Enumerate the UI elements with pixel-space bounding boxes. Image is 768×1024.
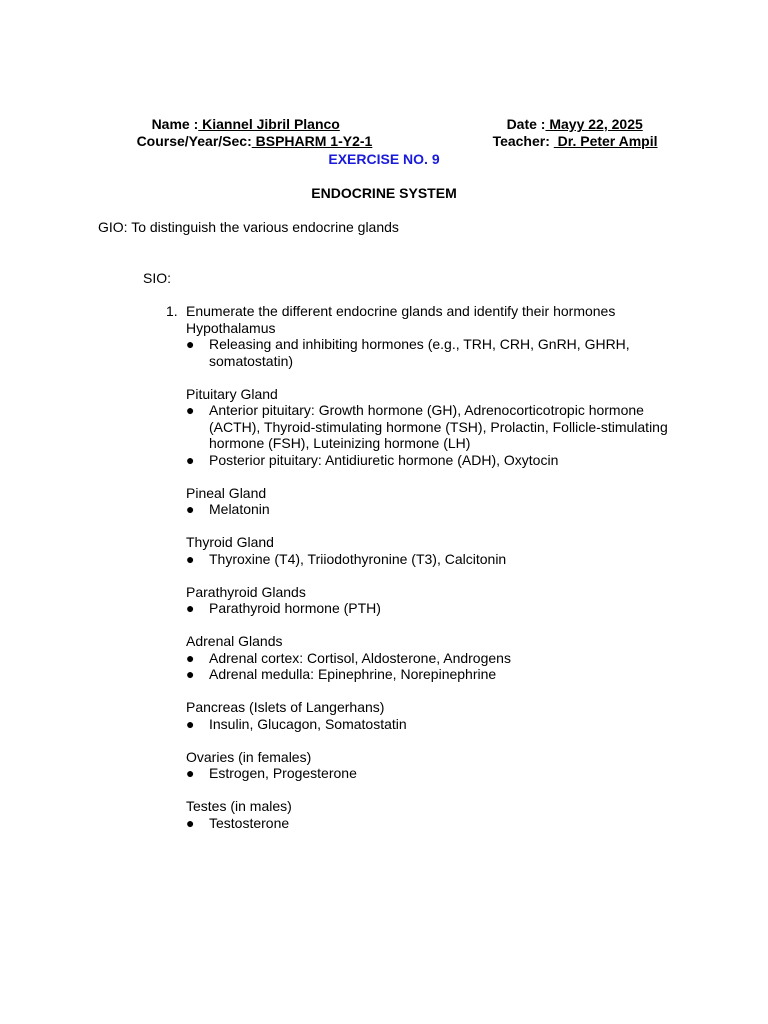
bullet-icon: ● <box>186 765 195 781</box>
gland-section <box>186 534 686 567</box>
exercise-title: EXERCISE NO. 9 <box>328 151 440 167</box>
bullet-icon: ● <box>186 501 195 517</box>
date-value: Mayy 22, 2025 <box>545 116 643 132</box>
gland-section <box>186 633 686 683</box>
hormone-text: Adrenal cortex: Cortisol, Aldosterone, Androgens <box>209 649 511 666</box>
hormone-text: Parathyroid hormone (PTH) <box>209 600 381 616</box>
course-value-text: BSPHARM 1-Y2-1 <box>251 133 373 149</box>
bullet-icon: ● <box>186 814 195 831</box>
hormone-bullet <box>186 815 686 832</box>
item-number: 1. <box>166 303 178 319</box>
gland-section <box>186 749 686 782</box>
teacher-label: Teacher: <box>492 133 550 149</box>
hormone-bullet <box>186 765 686 782</box>
gland-section <box>186 798 686 831</box>
list-item <box>166 303 686 320</box>
bullet-icon: ● <box>186 600 195 616</box>
gland-list <box>166 320 686 832</box>
gland-name: Pineal Gland <box>186 484 267 501</box>
gland-section <box>186 386 686 469</box>
hormone-bullet <box>186 600 686 617</box>
hormone-text: Estrogen, Progesterone <box>209 765 357 781</box>
hormone-bullet <box>186 551 686 568</box>
hormone-text: Insulin, Glucagon, Somatostatin <box>209 715 407 732</box>
bullet-icon: ● <box>186 451 195 468</box>
gland-name: Pituitary Gland <box>186 385 278 402</box>
hormone-text: Testosterone <box>209 814 290 831</box>
hormone-bullet <box>186 501 686 518</box>
bullet-icon: ● <box>186 649 195 666</box>
gland-section <box>186 699 686 732</box>
gland-section <box>186 584 686 617</box>
hormone-text: Anterior pituitary: Growth hormone (GH), Adrenocorticotropic hormone (ACTH), Thyroid-stimulating hormone (TSH), Prolactin, Follicle-stimulating hormone (FSH), Luteinizing hormone (LH) <box>209 402 668 451</box>
bullet-icon: ● <box>186 402 195 418</box>
sio-label: SIO: <box>143 270 172 286</box>
gland-name: Hypothalamus <box>186 319 276 336</box>
gland-name: Ovaries (in females) <box>186 748 312 765</box>
hormone-bullet <box>186 336 686 369</box>
course-value <box>252 133 491 149</box>
bullet-icon: ● <box>186 550 195 567</box>
hormone-text: Posterior pituitary: Antidiuretic hormone (ADH), Oxytocin <box>209 451 559 468</box>
gland-section <box>186 485 686 518</box>
hormone-bullet <box>186 716 686 733</box>
topic-title: ENDOCRINE SYSTEM <box>311 185 457 201</box>
course-label: Course/Year/Sec: <box>136 133 252 149</box>
bullet-icon: ● <box>186 715 195 732</box>
hormone-bullet <box>186 402 686 452</box>
hormone-bullet <box>186 452 686 469</box>
gland-name: Thyroid Gland <box>186 534 274 550</box>
item-text: Enumerate the different endocrine glands and identify their hormones <box>186 303 616 319</box>
gland-name: Testes (in males) <box>186 798 292 814</box>
hormone-text: Melatonin <box>209 501 270 517</box>
teacher-value: Dr. Peter Ampil <box>553 133 658 149</box>
hormone-bullet <box>186 650 686 667</box>
gland-name: Parathyroid Glands <box>186 583 306 600</box>
gland-name: Pancreas (Islets of Langerhans) <box>186 699 385 715</box>
bullet-icon: ● <box>186 336 195 352</box>
hormone-text: Releasing and inhibiting hormones (e.g., TRH, CRH, GnRH, GHRH, somatostatin) <box>209 336 630 369</box>
gio-text: GIO: To distinguish the various endocrine glands <box>98 219 399 235</box>
name-value-text: Kiannel Jibril Planco <box>198 116 340 132</box>
gland-section <box>186 320 686 370</box>
date-label: Date : <box>506 116 546 132</box>
hormone-bullet <box>186 666 686 683</box>
objectives-list <box>166 303 686 831</box>
name-label: Name : <box>151 116 199 132</box>
bullet-icon: ● <box>186 666 195 682</box>
hormone-text: Adrenal medulla: Epinephrine, Norepinephrine <box>209 666 497 682</box>
gland-name: Adrenal Glands <box>186 633 283 649</box>
hormone-text: Thyroxine (T4), Triiodothyronine (T3), Calcitonin <box>209 550 507 567</box>
